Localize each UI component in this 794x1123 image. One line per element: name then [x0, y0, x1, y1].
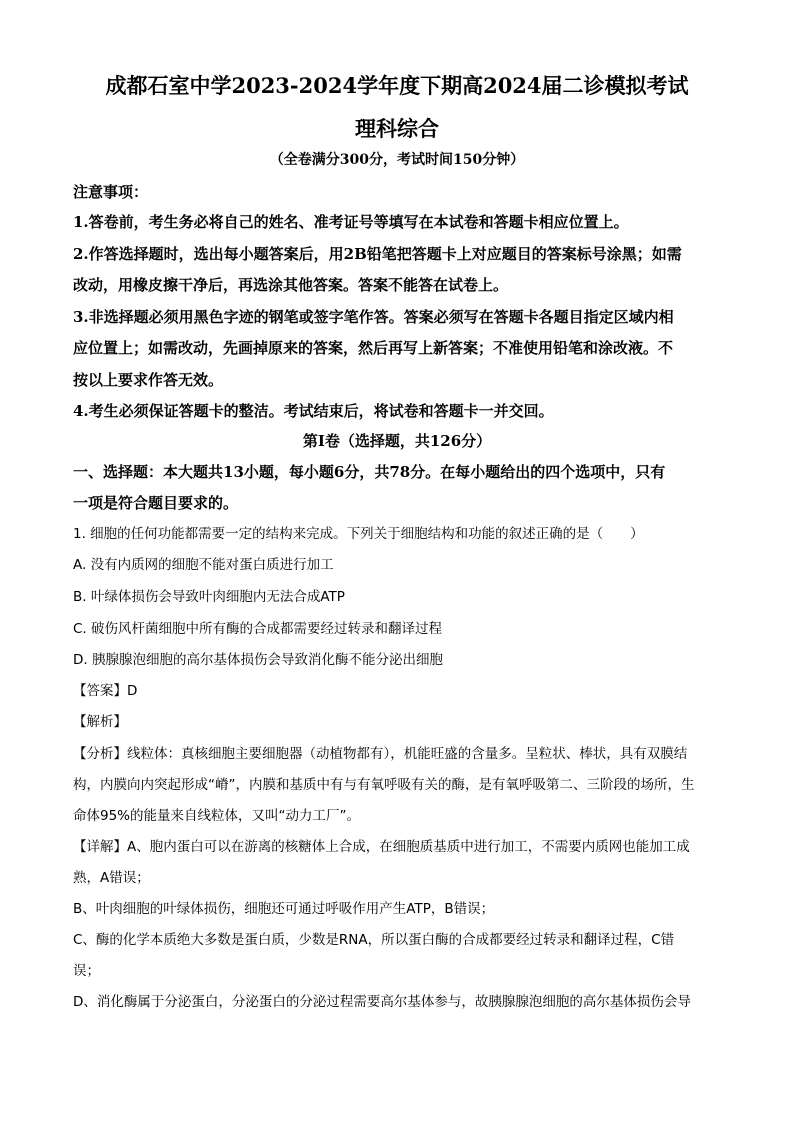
section-title: 第I卷（选择题，共126分） [302, 432, 492, 450]
section-instruction: 一、选择题：本大题共13小题，每小题6分，共78分。在每小题给出的四个选项中，只有 [73, 463, 666, 481]
question-1-option-c: C. 破伤风杆菌细胞中所有酶的合成都需要经过转录和翻译过程 [73, 621, 443, 637]
question-1-option-d: D. 胰腺腺泡细胞的高尔基体损伤会导致消化酶不能分泌出细胞 [73, 652, 443, 668]
question-1-stem: 1. 细胞的任何功能都需要一定的结构来完成。下列关于细胞结构和功能的叙述正确的是（ ） [73, 526, 644, 542]
notice-item-3: 3.非选择题必须用黑色字迹的钢笔或签字笔作答。答案必须写在答题卡各题目指定区域内相 [73, 308, 674, 326]
section-instruction-cont: 一项是符合题目要求的。 [73, 494, 239, 512]
analysis-label: 【解析】 [73, 714, 127, 730]
question-1-option-a: A. 没有内质网的细胞不能对蛋白质进行加工 [73, 557, 334, 573]
notice-item-2: 2.作答选择题时，选出每小题答案后，用2B铅笔把答题卡上对应题目的答案标号涂黑；如需 [73, 245, 682, 263]
explanation-line-4: 【详解】A、胞内蛋白可以在游离的核糖体上合成，在细胞质基质中进行加工，不需要内质网也能加工成 [73, 839, 690, 855]
answer-label: 【答案】D [73, 683, 138, 699]
explanation-line-8: 误； [73, 963, 100, 979]
question-1-option-b: B. 叶绿体损伤会导致叶肉细胞内无法合成ATP [73, 589, 345, 605]
notice-item-2-cont: 改动，用橡皮擦干净后，再选涂其他答案。答案不能答在试卷上。 [73, 276, 509, 294]
explanation-line-5: 熟，A错误； [73, 870, 150, 886]
explanation-line-3: 命体95%的能量来自线粒体，又叫“动力工厂”。 [73, 808, 360, 824]
explanation-line-9: D、消化酶属于分泌蛋白，分泌蛋白的分泌过程需要高尔基体参与，故胰腺腺泡细胞的高尔基体损伤会导 [73, 994, 691, 1010]
notice-item-4: 4.考生必须保证答题卡的整洁。考试结束后，将试卷和答题卡一并交回。 [73, 402, 554, 420]
explanation-line-1: 【分析】线粒体：真核细胞主要细胞器（动植物都有），机能旺盛的含量多。呈粒状、棒状，具有双膜结 [73, 746, 688, 762]
explanation-line-6: B、叶肉细胞的叶绿体损伤，细胞还可通过呼吸作用产生ATP，B错误； [73, 901, 495, 917]
notice-item-1: 1.答卷前，考生务必将自己的姓名、准考证号等填写在本试卷和答题卡相应位置上。 [73, 213, 629, 231]
exam-title: 成都石室中学2023-2024学年度下期高2024届二诊模拟考试 [105, 73, 689, 98]
exam-subject: 理科综合 [355, 116, 439, 141]
explanation-line-2: 构，内膜向内突起形成“嵴”，内膜和基质中有与有氧呼吸有关的酶，是有氧呼吸第二、三阶段的场所，生 [73, 777, 695, 793]
notice-item-3-cont-2: 按以上要求作答无效。 [73, 371, 224, 389]
exam-info: （全卷满分300分，考试时间150分钟） [269, 152, 525, 168]
notice-item-3-cont: 应位置上；如需改动，先画掉原来的答案，然后再写上新答案；不准使用铅笔和涂改液。不 [73, 339, 674, 357]
explanation-line-7: C、酶的化学本质绝大多数是蛋白质，少数是RNA，所以蛋白酶的合成都要经过转录和翻译过程，C错 [73, 932, 675, 948]
notice-heading: 注意事项： [73, 183, 149, 201]
